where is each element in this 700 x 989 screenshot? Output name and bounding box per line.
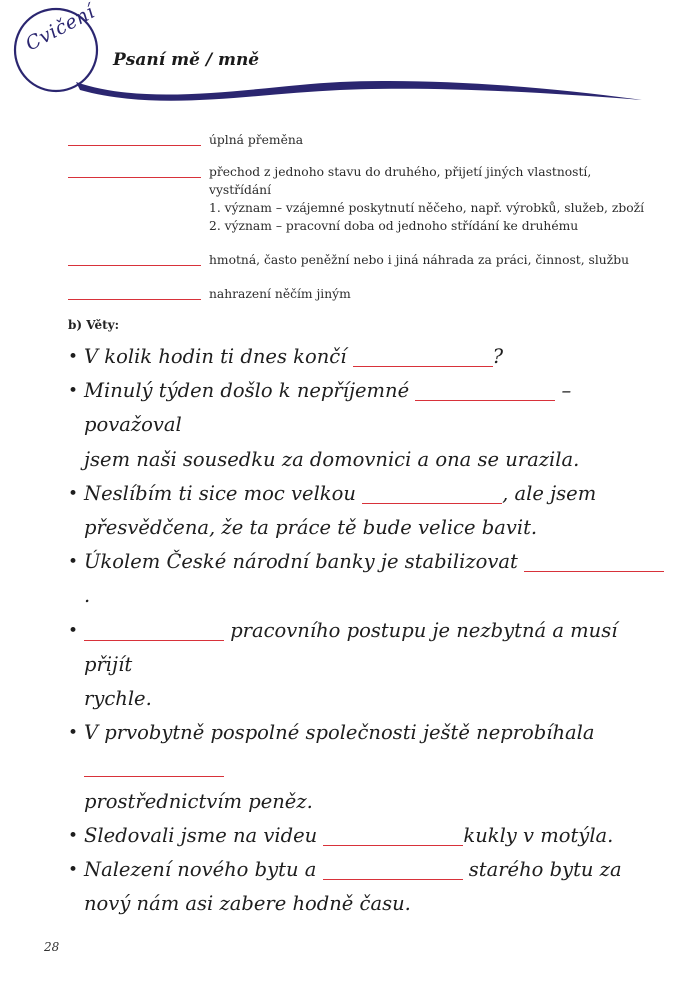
sentence-item: • Úkolem České národní banky je stabilizovat . <box>68 545 668 613</box>
bullet: • <box>68 347 79 367</box>
definition-text: hmotná, často peněžní nebo i jiná náhrada za práci, činnost, službu <box>209 253 629 267</box>
sentence-blank[interactable] <box>323 859 463 880</box>
sentence-blank[interactable] <box>323 825 463 846</box>
definition-text: nahrazení něčím jiným <box>209 287 351 301</box>
sentence-item: • pracovního postupu je nezbytná a musí přijít rychle. <box>68 614 668 717</box>
sentence-blank[interactable] <box>524 551 664 572</box>
sentence-item: • V prvobytně pospolné společnosti ještě neprobíhala prostřednictvím peněz. <box>68 716 668 819</box>
sentence-item: • Minulý týden došlo k nepříjemné – považoval jsem naši sousedku za domovnici a ona se urazila. <box>68 374 668 477</box>
definition-text: přechod z jednoho stavu do druhého, přijetí jiných vlastností, vystřídání 1. význam – vzájemné poskytnutí něčeho, např. výrobků, služeb, zboží 2. význam – pracovní doba od jednoho střídání ke druhému <box>209 165 645 233</box>
sentence-blank[interactable] <box>84 620 224 641</box>
exercise-badge-label: Cvičení <box>22 0 99 56</box>
sentences-list <box>68 340 668 921</box>
bullet: • <box>68 860 79 881</box>
bullet: • <box>68 483 79 504</box>
definitions-list <box>68 131 648 301</box>
bullet: • <box>68 552 79 573</box>
sentence-item: • Nalezení nového bytu a starého bytu za nový nám asi zabere hodně času. <box>68 853 668 921</box>
definition-text: úplná přeměna <box>209 133 304 147</box>
page-number: 28 <box>44 940 60 954</box>
definition-row <box>68 131 648 149</box>
definition-row <box>68 285 648 303</box>
sentence-blank[interactable] <box>362 483 502 504</box>
sentence-blank[interactable] <box>84 756 224 777</box>
header-swoosh <box>76 81 642 101</box>
answer-blank[interactable] <box>68 299 201 300</box>
sentence-blank[interactable] <box>353 346 493 367</box>
page-title: Psaní mě / mně <box>113 50 260 70</box>
answer-blank[interactable] <box>68 145 201 146</box>
bullet: • <box>68 381 79 402</box>
bullet: • <box>68 825 79 846</box>
sentence-blank[interactable] <box>415 380 555 401</box>
sentence-item: • V kolik hodin ti dnes končí ? <box>68 340 668 374</box>
section-b-label: b) Věty: <box>68 318 120 332</box>
bullet: • <box>68 620 79 641</box>
sentence-item: • Sledovali jsme na videu kukly v motýla. <box>68 819 668 853</box>
page-header <box>0 0 700 110</box>
sentence-item: • Neslíbím ti sice moc velkou , ale jsem přesvědčena, že ta práce tě bude velice bavit. <box>68 477 668 545</box>
bullet: • <box>68 723 79 744</box>
answer-blank[interactable] <box>68 177 201 178</box>
definition-row <box>68 163 648 235</box>
answer-blank[interactable] <box>68 265 201 266</box>
definition-row <box>68 251 648 269</box>
header-swoosh-graphic <box>0 0 700 110</box>
